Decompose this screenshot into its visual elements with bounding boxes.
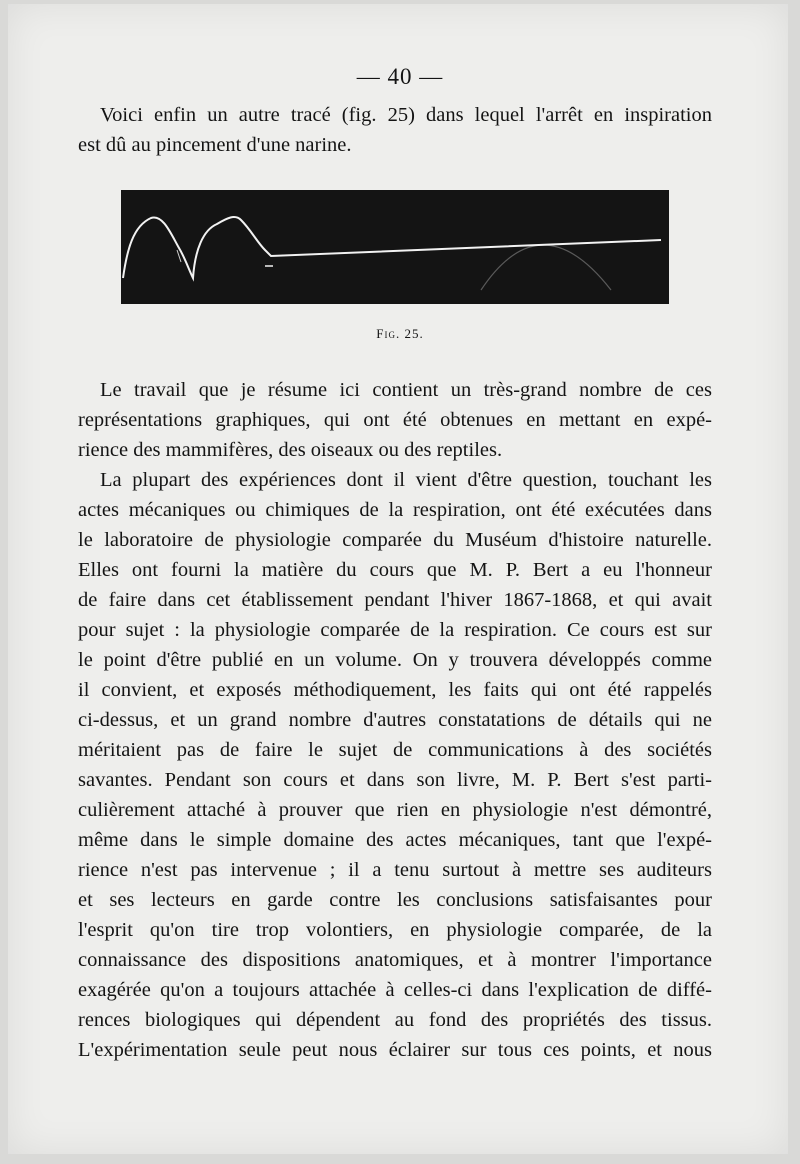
text-line: est dû au pincement d'une narine. [78,134,352,156]
text-line: culièrement attaché à prouver que rien en physiologie n'est démontré, [78,799,712,821]
text-line: le point d'être publié en un volume. On y trouvera développés comme [78,649,712,671]
text-line: rences biologiques qui dépendent au fond des propriétés des tissus. [78,1009,712,1031]
text-line: rience des mammifères, des oiseaux ou des reptiles. [78,439,503,461]
text-line: l'esprit qu'on tire trop volontiers, en physiologie comparée, de la [78,919,712,941]
intro-paragraph [78,100,712,160]
text-line: La plupart des expériences dont il vient d'être question, touchant les [100,469,712,491]
text-line: savantes. Pendant son cours et dans son livre, M. P. Bert s'est parti- [78,769,712,791]
text-line: méritaient pas de faire le sujet de communications à des sociétés [78,739,712,761]
text-line: Voici enfin un autre tracé (fig. 25) dans lequel l'arrêt en inspiration [100,104,712,126]
text-line: il convient, et exposés méthodiquement, les faits qui ont été rappelés [78,679,712,701]
paragraph-2 [78,465,712,1065]
text-line: connaissance des dispositions anatomiques, et à montrer l'importance [78,949,712,971]
page-number: — 40 — [356,64,444,89]
text-line: ci-dessus, et un grand nombre d'autres constatations de détails qui ne [78,709,712,731]
respiration-tracing-figure [121,190,669,304]
figure-caption: Fig. 25. [376,326,424,341]
text-line: représentations graphiques, qui ont été obtenues en mettant en expé- [78,409,712,431]
text-line: rience n'est pas intervenue ; il a tenu surtout à mettre ses auditeurs [78,859,712,881]
text-line: actes mécaniques ou chimiques de la respiration, ont été exécutées dans [78,499,712,521]
text-line: Elles ont fourni la matière du cours que M. P. Bert a eu l'honneur [78,559,712,581]
text-line: exagérée qu'on a toujours attachée à celles-ci dans l'explication de diffé- [78,979,712,1001]
paragraph-1 [78,375,712,465]
text-line: même dans le simple domaine des actes mécaniques, tant que l'expé- [78,829,712,851]
text-line: et ses lecteurs en garde contre les conclusions satisfaisantes pour [78,889,712,911]
text-line: le laboratoire de physiologie comparée du Muséum d'histoire naturelle. [78,529,712,551]
text-line: de faire dans cet établissement pendant l'hiver 1867-1868, et qui avait [78,589,712,611]
text-line: pour sujet : la physiologie comparée de la respiration. Ce cours est sur [78,619,712,641]
text-line: Le travail que je résume ici contient un très-grand nombre de ces [100,379,712,401]
figure-background [121,190,669,304]
text-line: L'expérimentation seule peut nous éclairer sur tous ces points, et nous [78,1039,712,1061]
